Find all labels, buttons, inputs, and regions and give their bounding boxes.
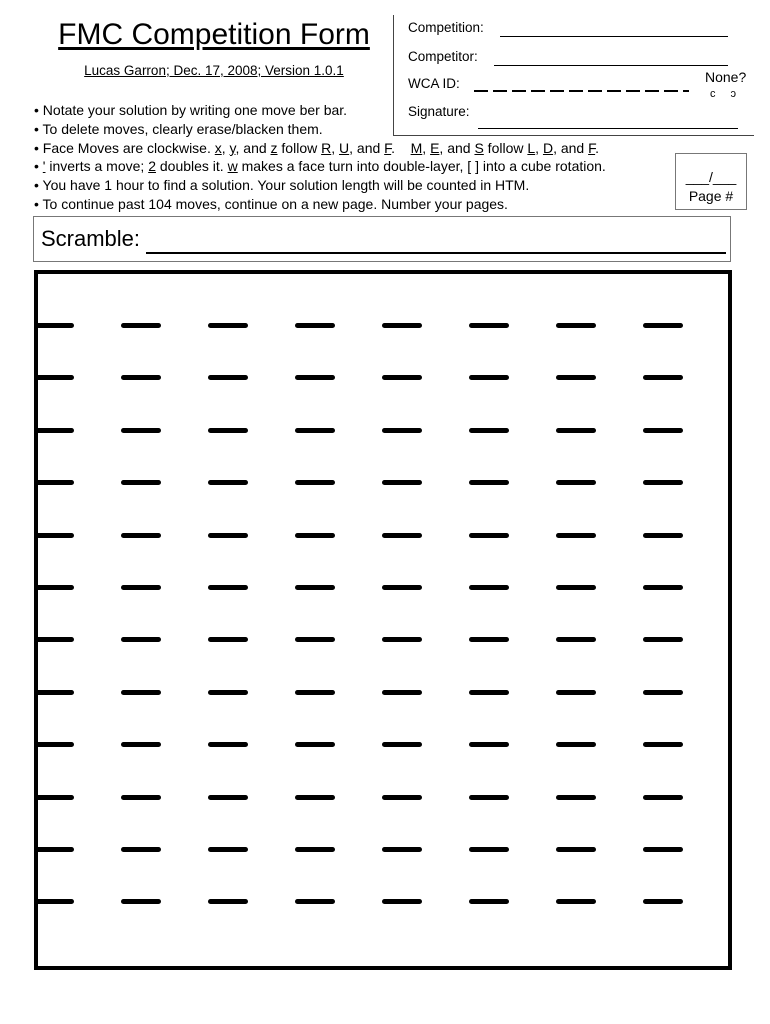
move-bar[interactable] xyxy=(556,690,596,695)
move-bar[interactable] xyxy=(34,847,74,852)
move-bar[interactable] xyxy=(34,428,74,433)
instruction-item: • Face Moves are clockwise. x, y, and z follow R, U, and F. M, E, and S follow L, D, and F. xyxy=(34,139,606,158)
move-bar[interactable] xyxy=(208,375,248,380)
none-checkbox[interactable]: c ɔ xyxy=(710,88,743,100)
page-number-field[interactable]: ___/___ xyxy=(685,169,737,185)
move-bar[interactable] xyxy=(34,637,74,642)
move-bar[interactable] xyxy=(382,899,422,904)
move-bar[interactable] xyxy=(556,742,596,747)
none-label: None? xyxy=(705,69,747,85)
competitor-label: Competitor: xyxy=(408,49,478,64)
move-bar[interactable] xyxy=(643,323,683,328)
move-bar[interactable] xyxy=(208,428,248,433)
move-bar[interactable] xyxy=(382,690,422,695)
page-number-label: Page # xyxy=(688,188,734,204)
move-bar[interactable] xyxy=(469,899,509,904)
move-bar[interactable] xyxy=(295,375,335,380)
move-bar[interactable] xyxy=(295,847,335,852)
move-bar[interactable] xyxy=(295,899,335,904)
move-bar[interactable] xyxy=(643,533,683,538)
move-bar[interactable] xyxy=(121,375,161,380)
move-bar[interactable] xyxy=(121,690,161,695)
form-title: FMC Competition Form xyxy=(58,18,370,51)
move-bar[interactable] xyxy=(382,428,422,433)
form-subtitle: Lucas Garron; Dec. 17, 2008; Version 1.0.1 xyxy=(84,63,344,78)
wca-id-label: WCA ID: xyxy=(408,76,460,91)
scramble-box xyxy=(33,216,731,262)
move-bar[interactable] xyxy=(469,428,509,433)
instruction-item: • To continue past 104 moves, continue on a new page. Number your pages. xyxy=(34,195,606,214)
move-bar[interactable] xyxy=(208,323,248,328)
move-bar[interactable] xyxy=(556,847,596,852)
move-bar[interactable] xyxy=(469,742,509,747)
move-bar[interactable] xyxy=(382,323,422,328)
move-bar[interactable] xyxy=(382,847,422,852)
move-bar[interactable] xyxy=(121,637,161,642)
move-bar[interactable] xyxy=(208,847,248,852)
move-bar[interactable] xyxy=(34,690,74,695)
move-bar[interactable] xyxy=(208,690,248,695)
move-bar[interactable] xyxy=(556,585,596,590)
move-bar[interactable] xyxy=(643,899,683,904)
move-bar[interactable] xyxy=(382,533,422,538)
instruction-item: • You have 1 hour to find a solution. Your solution length will be counted in HTM. xyxy=(34,176,606,195)
competition-label: Competition: xyxy=(408,20,484,35)
move-bar[interactable] xyxy=(469,690,509,695)
move-bar[interactable] xyxy=(121,585,161,590)
move-bar[interactable] xyxy=(469,795,509,800)
move-bar[interactable] xyxy=(34,323,74,328)
competitor-field[interactable] xyxy=(494,65,728,66)
signature-label: Signature: xyxy=(408,104,470,119)
move-bar[interactable] xyxy=(121,847,161,852)
move-bar[interactable] xyxy=(121,533,161,538)
wca-id-field[interactable] xyxy=(474,90,689,92)
move-bar[interactable] xyxy=(643,742,683,747)
move-bar[interactable] xyxy=(382,637,422,642)
page-number-box[interactable] xyxy=(675,153,747,210)
move-bar[interactable] xyxy=(295,742,335,747)
move-bar[interactable] xyxy=(643,637,683,642)
move-bar[interactable] xyxy=(469,585,509,590)
move-bar[interactable] xyxy=(469,323,509,328)
move-bar[interactable] xyxy=(469,533,509,538)
move-bar[interactable] xyxy=(556,375,596,380)
move-bar[interactable] xyxy=(208,795,248,800)
move-bar[interactable] xyxy=(208,533,248,538)
move-bar[interactable] xyxy=(34,533,74,538)
move-bar[interactable] xyxy=(469,480,509,485)
move-bar[interactable] xyxy=(382,375,422,380)
move-bar[interactable] xyxy=(643,375,683,380)
move-bar[interactable] xyxy=(34,795,74,800)
move-bar[interactable] xyxy=(643,847,683,852)
instruction-item: • ' inverts a move; 2 doubles it. w makes a face turn into double-layer, [ ] into a cube rotation. xyxy=(34,157,606,176)
move-bar[interactable] xyxy=(469,637,509,642)
move-bar[interactable] xyxy=(556,533,596,538)
move-bar[interactable] xyxy=(643,428,683,433)
move-bar[interactable] xyxy=(556,323,596,328)
move-bar[interactable] xyxy=(34,480,74,485)
move-bar[interactable] xyxy=(121,795,161,800)
move-bar[interactable] xyxy=(556,480,596,485)
move-bar[interactable] xyxy=(382,742,422,747)
move-bar[interactable] xyxy=(121,428,161,433)
move-bar[interactable] xyxy=(382,585,422,590)
move-bar[interactable] xyxy=(34,742,74,747)
move-bar[interactable] xyxy=(208,585,248,590)
move-bar[interactable] xyxy=(469,375,509,380)
move-bar[interactable] xyxy=(295,533,335,538)
move-bar[interactable] xyxy=(556,637,596,642)
move-bar[interactable] xyxy=(295,480,335,485)
move-bar[interactable] xyxy=(295,637,335,642)
move-grid xyxy=(34,270,732,970)
scramble-label: Scramble: xyxy=(41,226,141,251)
move-bar[interactable] xyxy=(121,480,161,485)
instructions-list xyxy=(34,101,606,214)
move-bar[interactable] xyxy=(208,480,248,485)
move-bar[interactable] xyxy=(643,690,683,695)
move-bar[interactable] xyxy=(34,899,74,904)
move-bar[interactable] xyxy=(382,480,422,485)
move-bar[interactable] xyxy=(643,585,683,590)
move-bar[interactable] xyxy=(208,899,248,904)
move-bar[interactable] xyxy=(295,690,335,695)
instruction-item: • To delete moves, clearly erase/blacken them. xyxy=(34,120,606,139)
move-bar[interactable] xyxy=(121,742,161,747)
move-bar[interactable] xyxy=(556,795,596,800)
instruction-item: • Notate your solution by writing one move ber bar. xyxy=(34,101,606,120)
competition-field[interactable] xyxy=(500,36,728,37)
move-bar[interactable] xyxy=(121,323,161,328)
move-bar[interactable] xyxy=(469,847,509,852)
move-bar[interactable] xyxy=(34,375,74,380)
move-bar[interactable] xyxy=(295,323,335,328)
move-bar[interactable] xyxy=(295,795,335,800)
move-bar[interactable] xyxy=(121,899,161,904)
move-bar[interactable] xyxy=(643,795,683,800)
move-bar[interactable] xyxy=(208,742,248,747)
move-bar[interactable] xyxy=(295,428,335,433)
scramble-field[interactable] xyxy=(146,252,726,254)
move-bar[interactable] xyxy=(643,480,683,485)
move-bar[interactable] xyxy=(295,585,335,590)
move-bar[interactable] xyxy=(556,428,596,433)
move-bar[interactable] xyxy=(208,637,248,642)
move-bar[interactable] xyxy=(556,899,596,904)
move-bar[interactable] xyxy=(382,795,422,800)
move-bar[interactable] xyxy=(34,585,74,590)
